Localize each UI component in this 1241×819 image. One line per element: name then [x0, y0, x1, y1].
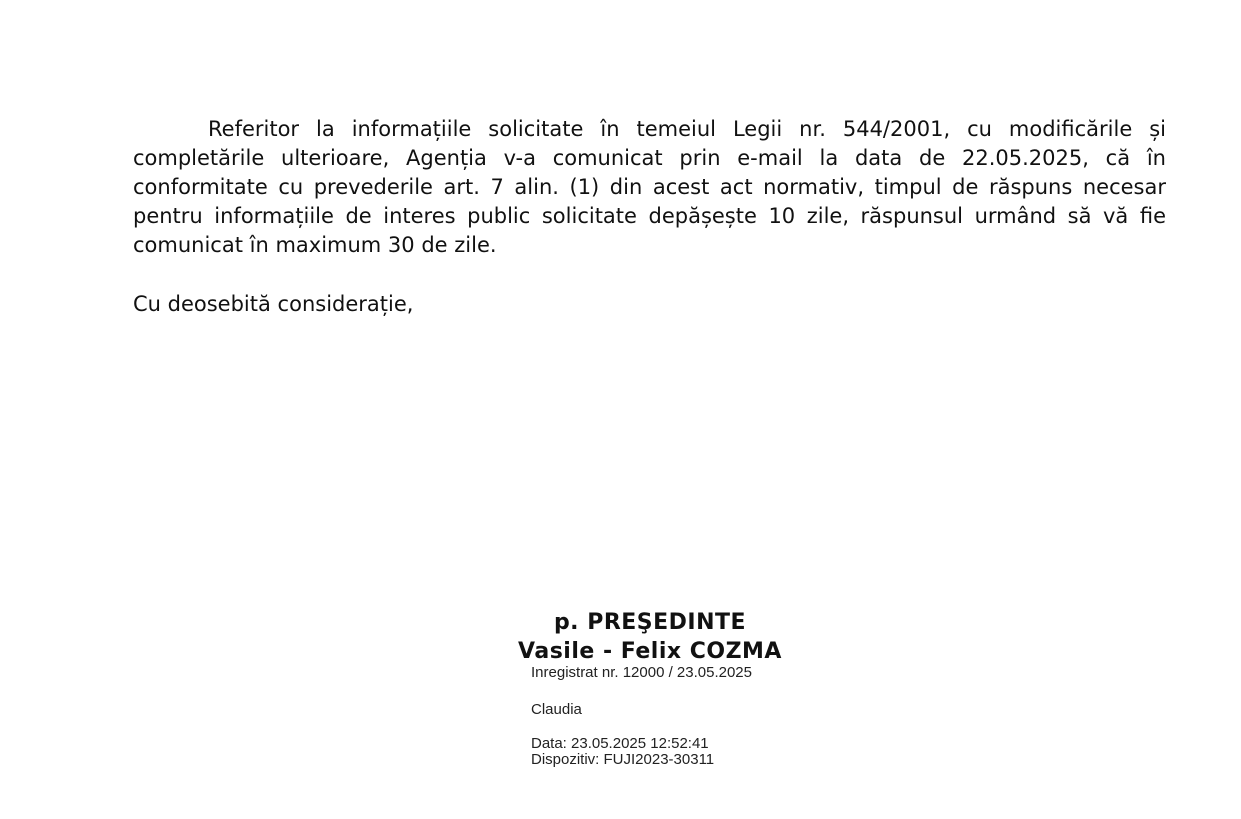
closing-salutation: Cu deosebită considerație, — [133, 292, 414, 316]
stamp-registration-line — [531, 664, 791, 681]
body-paragraph: Referitor la informațiile solicitate în temeiul Legii nr. 544/2001, cu modificările și completările ulterioare, Agenția v-a comunicat prin e-mail la data de 22.05.2025, că în conformitate cu prevederile art. 7 alin. (1) din acest act normativ, timpul de răspuns necesar pentru informațiile de interes public solicitate depășește 10 zile, răspunsul urmând să vă fie comunicat în maximum 30 de zile. — [133, 117, 1166, 257]
stamp-device: Dispozitiv: FUJI2023-30311 — [531, 751, 715, 768]
signatory-name: Vasile - Felix COZMA — [518, 639, 782, 664]
stamp-date: Data: 23.05.2025 12:52:41 — [531, 735, 709, 752]
signature-block — [500, 608, 800, 666]
stamp-signer-text: Claudia — [531, 701, 582, 718]
signatory-role: p. PREŞEDINTE — [553, 610, 747, 635]
stamp-signer-line — [531, 701, 731, 718]
stamp-registration-text: Inregistrat nr. 12000 / 23.05.2025 — [531, 664, 752, 681]
